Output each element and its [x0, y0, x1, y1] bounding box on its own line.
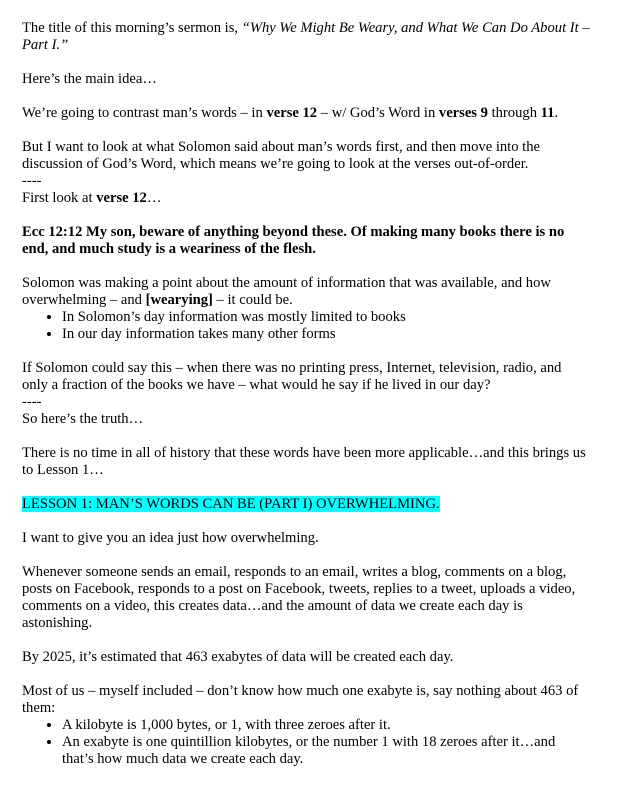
main-idea-paragraph: Here’s the main idea…	[22, 71, 157, 87]
list-item: • An exabyte is one quintillion kilobytes, or the number 1 with 18 zeroes after it…and that’s how much data we create each day.	[62, 734, 590, 768]
separator: ----	[22, 173, 42, 189]
sermon-title-paragraph	[22, 20, 590, 54]
exabyte-question-paragraph: Most of us – myself included – don’t know how much one exabyte is, say nothing about 463 of them:	[22, 683, 579, 716]
order-paragraph: But I want to look at what Solomon said about man’s words first, and then move into the discussion of God’s Word, which means we’re going to look at the verses out-of-order.	[22, 139, 541, 172]
sermon-title: “Why We Might Be Weary, and What We Can Do About It – Part I.”	[22, 20, 590, 53]
information-list	[22, 309, 590, 343]
data-size-list	[22, 717, 590, 768]
scripture-verse: Ecc 12:12 My son, beware of anything beyond these. Of making many books there is no end, and much study is a weariness of the flesh.	[22, 224, 565, 257]
lesson-heading: LESSON 1: MAN’S WORDS CAN BE (PART I) OVERWHELMING.	[22, 496, 440, 512]
contrast-paragraph: We’re going to contrast man’s words – in verse 12 – w/ God’s Word in verses 9 through 11.	[22, 105, 559, 121]
first-look-paragraph: First look at verse 12…	[22, 190, 162, 206]
printing-press-paragraph: If Solomon could say this – when there was no printing press, Internet, television, radio, and only a fraction of the books we have – what would he say if he lived in our day?	[22, 360, 562, 393]
overwhelming-paragraph: I want to give you an idea just how overwhelming.	[22, 530, 319, 546]
intro-text: The title of this morning’s sermon is,	[22, 20, 242, 36]
truth-paragraph: So here’s the truth…	[22, 411, 144, 427]
history-paragraph: There is no time in all of history that these words have been more applicable…and this brings us to Lesson 1…	[22, 445, 586, 478]
list-item: • In our day information takes many other forms	[62, 326, 590, 343]
exabytes-paragraph: By 2025, it’s estimated that 463 exabytes of data will be created each day.	[22, 649, 454, 665]
separator: ----	[22, 394, 42, 410]
list-item: • A kilobyte is 1,000 bytes, or 1, with three zeroes after it.	[62, 717, 590, 734]
solomon-paragraph: Solomon was making a point about the amount of information that was available, and how overwhelming – and [wearying] – it could be.	[22, 275, 551, 308]
data-creation-paragraph: Whenever someone sends an email, responds to an email, writes a blog, comments on a blog, posts on Facebook, responds to a post on Facebook, tweets, replies to a tweet, uploads a video, comments on a video, this creates data…and the amount of data we create each day is astonishing.	[22, 564, 576, 631]
list-item: • In Solomon’s day information was mostly limited to books	[62, 309, 590, 326]
